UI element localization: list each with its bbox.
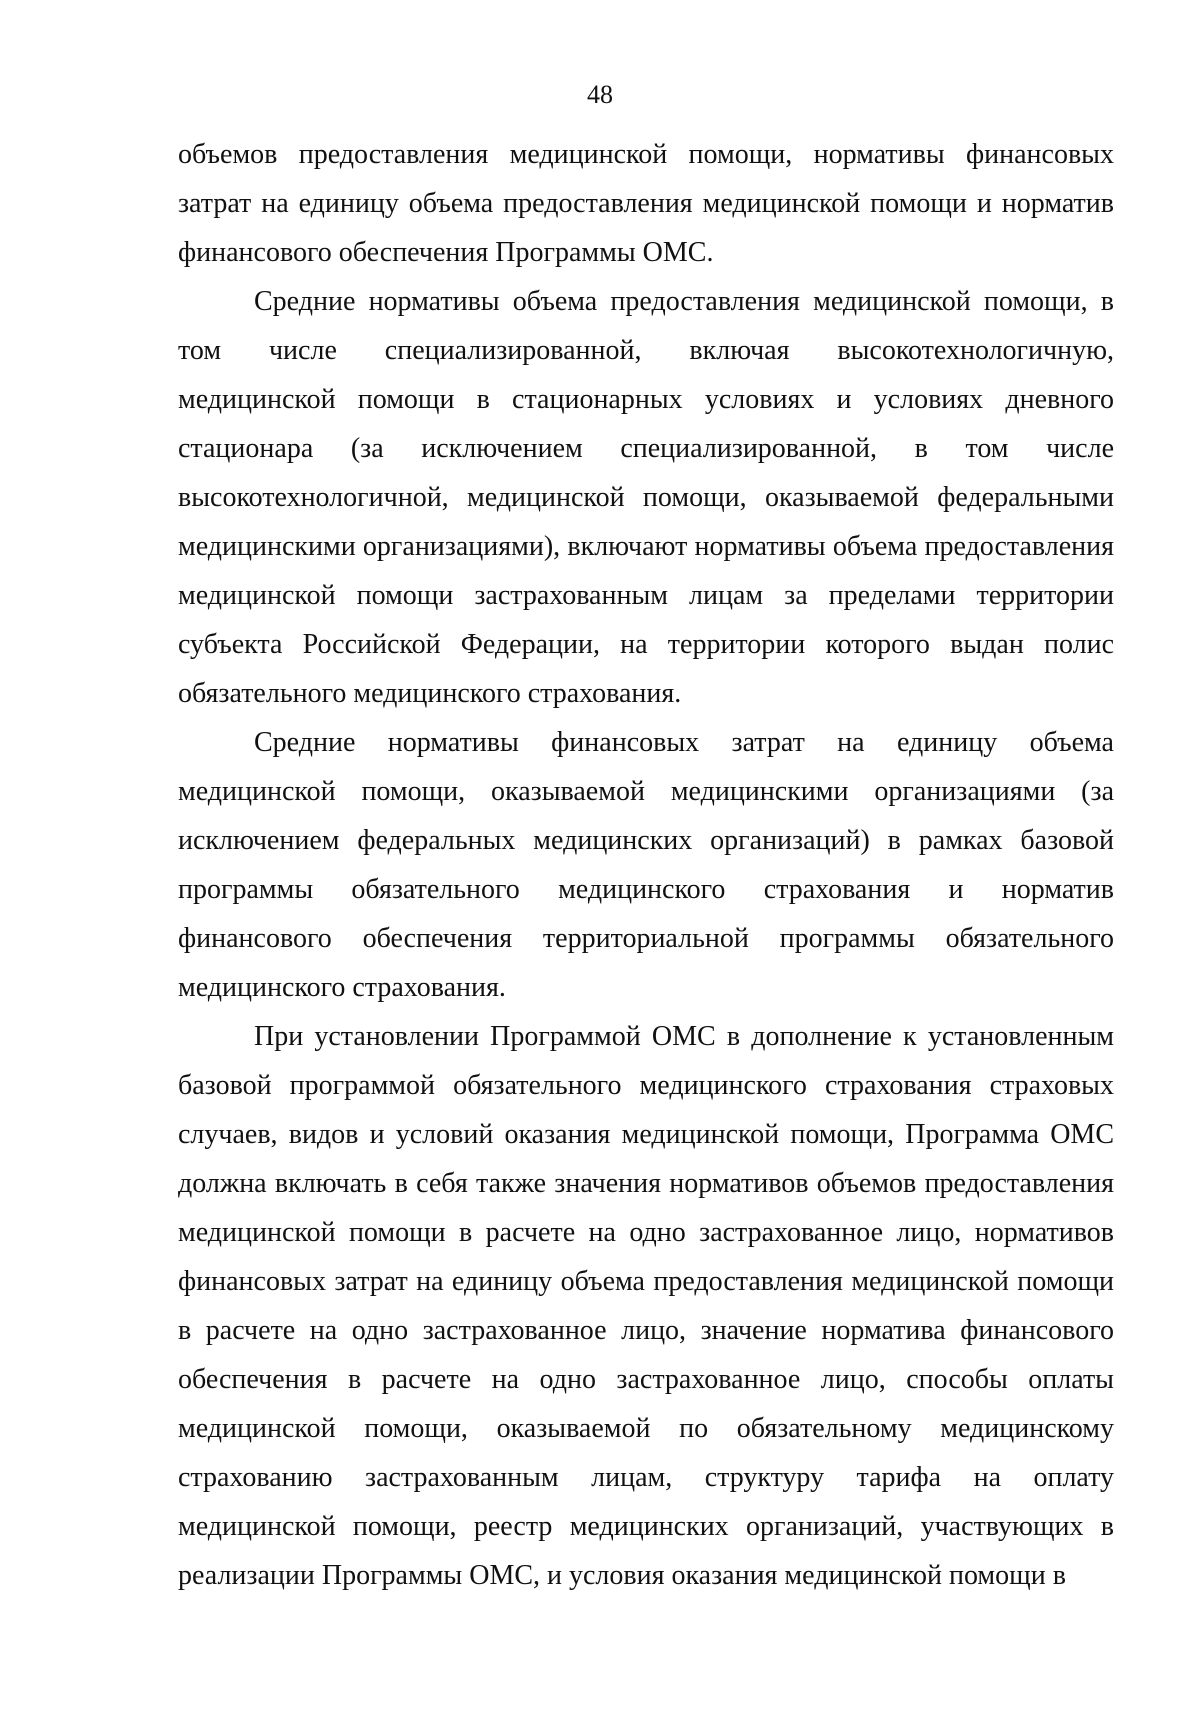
paragraph: При установлении Программой ОМС в дополнение к установленным базовой программой обязательного медицинского страхования страховых случаев, видов и условий оказания медицинской помощи, Программа ОМС должна включать в себя также значения нормативов объемов предоставления медицинской помощи в расчете на одно застрахованное лицо, нормативов финансовых затрат на единицу объема предоставления медицинской помощи в расчете на одно застрахованное лицо, значение норматива финансового обеспечения в расчете на одно застрахованное лицо, способы оплаты медицинской помощи, оказываемой по обязательному медицинскому страхованию застрахованным лицам, структуру тарифа на оплату медицинской помощи, реестр медицинских организаций, участвующих в реализации Программы ОМС, и условия оказания медицинской помощи в bbox=[178, 1021, 1114, 1591]
paragraph: Средние нормативы финансовых затрат на единицу объема медицинской помощи, оказываемой медицинскими организациями (за исключением федеральных медицинских организаций) в рамках базовой программы обязательного медицинского страхования и норматив финансового обеспечения территориальной программы обязательного медицинского страхования. bbox=[178, 727, 1114, 1003]
document-body bbox=[178, 130, 1114, 1600]
paragraph-continuation: объемов предоставления медицинской помощи, нормативы финансовых затрат на единицу объема предоставления медицинской помощи и норматив финансового обеспечения Программы ОМС. bbox=[178, 139, 1114, 268]
page-number: 48 bbox=[587, 80, 613, 109]
paragraph: Средние нормативы объема предоставления медицинской помощи, в том числе специализированной, включая высокотехнологичную, медицинской помощи в стационарных условиях и условиях дневного стационара (за исключением специализированной, в том числе высокотехнологичной, медицинской помощи, оказываемой федеральными медицинскими организациями), включают нормативы объема предоставления медицинской помощи застрахованным лицам за пределами территории субъекта Российской Федерации, на территории которого выдан полис обязательного медицинского страхования. bbox=[178, 286, 1114, 709]
